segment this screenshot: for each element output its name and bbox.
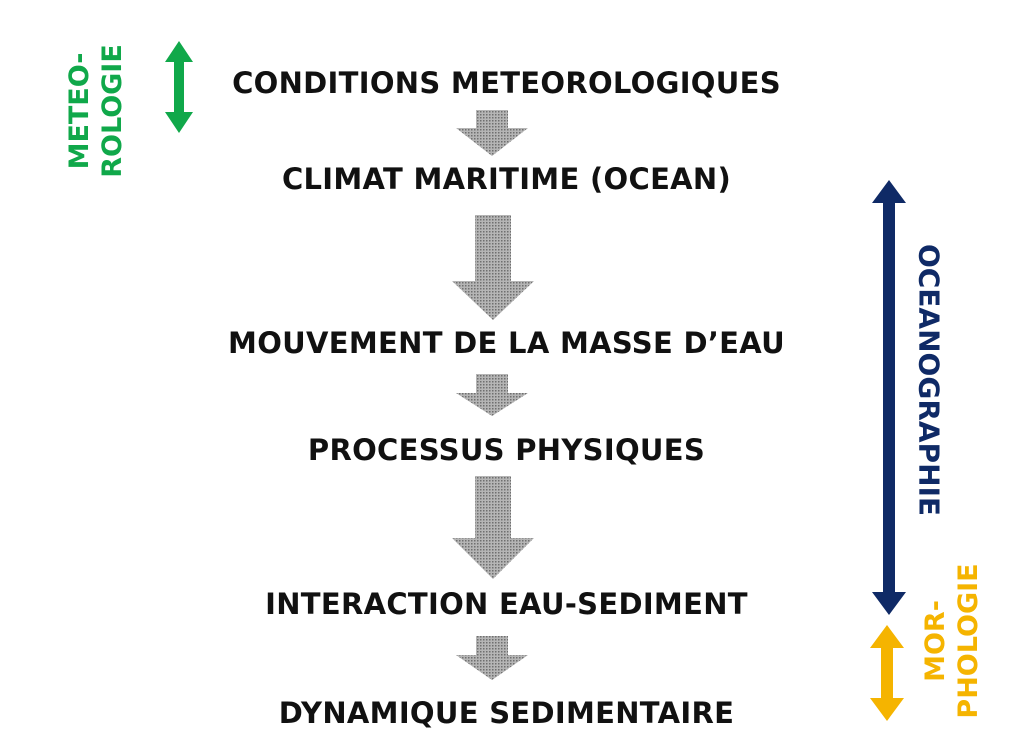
step-mouvement-masse-eau: MOUVEMENT DE LA MASSE D’EAU xyxy=(228,326,785,360)
label-morphologie-line2: PHOLOGIE xyxy=(953,563,984,719)
step-conditions-meteorologiques: CONDITIONS METEOROLOGIQUES xyxy=(232,66,781,100)
step-climat-maritime: CLIMAT MARITIME (OCEAN) xyxy=(281,162,732,196)
step-dynamique-sedimentaire: DYNAMIQUE SEDIMENTAIRE xyxy=(278,696,735,730)
label-meteorologie xyxy=(63,44,129,178)
label-morphologie-line1: MOR- xyxy=(920,600,951,682)
label-meteorologie-line1: METEO- xyxy=(64,52,95,170)
label-oceanographie-text: OCEANOGRAPHIE xyxy=(912,243,946,517)
oceanographie-range-arrow xyxy=(872,180,906,615)
flow-arrow-5 xyxy=(456,636,528,680)
flow-arrow-1 xyxy=(456,110,528,156)
flow-arrow-2 xyxy=(452,215,534,320)
flow-arrow-3 xyxy=(456,374,528,416)
label-oceanographie xyxy=(913,244,946,516)
label-meteorologie-line2: ROLOGIE xyxy=(97,44,128,178)
step-processus-physiques: PROCESSUS PHYSIQUES xyxy=(307,433,706,467)
flow-arrow-4 xyxy=(452,476,534,579)
label-morphologie xyxy=(919,563,985,718)
step-interaction-eau-sediment: INTERACTION EAU-SEDIMENT xyxy=(265,587,748,621)
